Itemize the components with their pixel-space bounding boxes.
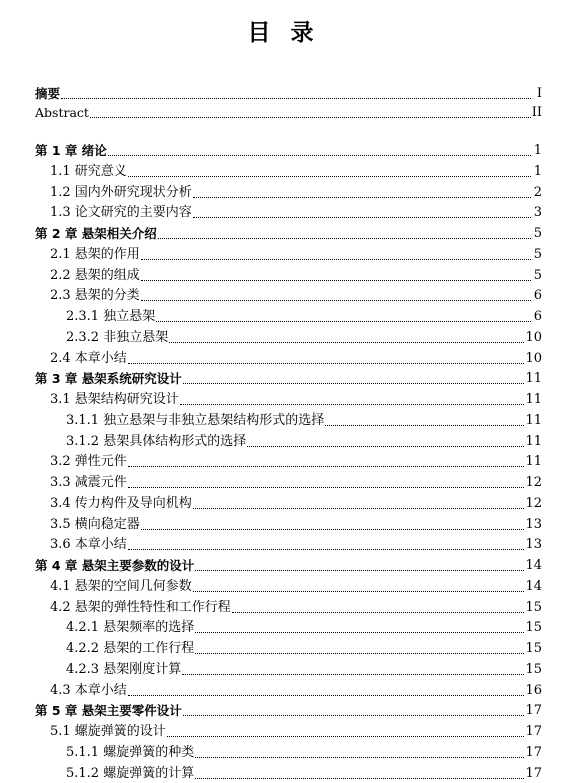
toc-entry[interactable] [50,533,542,553]
toc-entry-page: 14 [525,558,542,573]
dot-leader [128,362,525,364]
toc-entry-page: 5 [533,226,542,241]
toc-entry-page: 17 [525,744,542,760]
dot-leader [180,403,525,405]
toc-entry[interactable] [50,513,542,533]
toc-entry[interactable] [35,82,542,102]
toc-entry[interactable] [35,367,542,387]
dot-leader [169,341,524,343]
dot-leader [141,279,531,281]
dot-leader [141,299,531,301]
toc-entry[interactable] [50,388,542,408]
dot-leader [128,694,525,696]
toc-entry-label: 3.6 本章小结 [50,537,127,553]
dot-leader [128,486,525,488]
toc-entry-label: 3.4 传力构件及导向机构 [50,495,192,511]
toc-entry[interactable] [50,243,542,263]
toc-entry-page: 6 [533,288,542,304]
toc-entry[interactable] [35,139,542,159]
toc-entry[interactable] [35,222,542,242]
toc-entry-page: 13 [525,537,542,553]
dot-leader [195,631,524,633]
toc-entry-label: 1.1 研究意义 [50,163,127,179]
toc-entry-page: 5 [533,246,542,262]
toc-entry-label: 1.3 论文研究的主要内容 [50,205,192,221]
toc-entry[interactable] [50,284,542,304]
toc-entry-label: 摘要 [35,86,61,101]
toc-title: 目 录 [247,20,320,46]
toc-entry[interactable] [66,658,542,678]
toc-entry[interactable] [50,679,542,699]
toc-entry-label: 2.3 悬架的分类 [50,288,140,304]
toc-entry-label: 2.3.1 独立悬架 [66,309,156,324]
toc-entry-label: 5.1 螺旋弹簧的设计 [50,724,166,739]
toc-entry-page: 16 [525,682,542,698]
dot-leader [167,735,525,737]
toc-entry[interactable] [66,326,542,346]
toc-entry-label: 3.1 悬架结构研究设计 [50,392,179,407]
toc-entry[interactable] [50,347,542,367]
toc-entry[interactable] [50,160,542,180]
toc-entry-page: 17 [525,724,542,739]
toc-entry[interactable] [50,471,542,491]
toc-entry-label: 第 2 章 悬架相关介绍 [35,226,157,241]
toc-entry-label: 4.2.2 悬架的工作行程 [66,641,195,656]
toc-entry-page: 11 [525,412,542,428]
toc-entry-label: 2.2 悬架的组成 [50,267,140,283]
toc-entry-label: 第 3 章 悬架系统研究设计 [35,371,182,387]
toc-entry[interactable] [50,720,542,740]
toc-entry-label: 第 5 章 悬架主要零件设计 [35,703,182,719]
toc-entry[interactable] [66,762,542,782]
dot-leader [128,465,525,467]
toc-entry-label: 5.1.2 螺旋弹簧的计算 [66,765,195,781]
dot-leader [182,673,524,675]
toc-entry-page: 15 [525,599,542,615]
toc-entry-page: 12 [525,495,542,511]
dot-leader [195,652,524,654]
toc-entry[interactable] [50,492,542,512]
toc-entry[interactable] [50,450,542,470]
toc-entry[interactable] [66,616,542,636]
toc-entry-page: 14 [525,578,542,594]
toc-entry-label: 第 1 章 绪论 [35,143,107,158]
toc-entry-label: 5.1.1 螺旋弹簧的种类 [66,744,195,760]
dot-leader [156,320,531,322]
toc-entry-label: 2.1 悬架的作用 [50,246,140,262]
toc-entry-label: 3.1.1 独立悬架与非独立悬架结构形式的选择 [66,412,325,428]
dot-leader [195,777,524,779]
dot-leader [193,216,531,218]
toc-entry-label: 3.3 减震元件 [50,475,127,490]
toc-entry-page: 12 [525,475,542,490]
dot-leader [195,569,524,571]
toc-entry-label: 4.2.3 悬架刚度计算 [66,661,182,677]
toc-entry-page: 3 [533,205,542,221]
toc-entry-page: 15 [525,641,542,656]
toc-entry-label: 4.2.1 悬架频率的选择 [66,620,195,636]
dot-leader [141,528,525,530]
toc-entry-page: 11 [525,454,542,470]
dot-leader [61,97,531,99]
toc-entry-label: 4.3 本章小结 [50,682,127,698]
toc-entry-label: 2.3.2 非独立悬架 [66,329,169,345]
toc-entry-page: I [536,86,542,101]
dot-leader [193,590,525,592]
toc-entry-label: 2.4 本章小结 [50,350,127,366]
toc-entry[interactable] [35,101,542,121]
toc-entry-page: 10 [525,329,542,345]
toc-entry-page: 13 [525,516,542,532]
toc-entry-page: 17 [525,703,542,719]
dot-leader [183,714,525,716]
toc-entry-page: 11 [525,392,542,407]
dot-leader [195,756,524,758]
toc-entry-label: 4.1 悬架的空间几何参数 [50,578,192,594]
toc-entry-page: 10 [525,350,542,366]
dot-leader [108,154,531,156]
dot-leader [193,196,531,198]
toc-entry-label: 3.5 横向稳定器 [50,516,140,532]
toc-entry[interactable] [50,575,542,595]
dot-leader [128,175,531,177]
dot-leader [183,382,525,384]
dot-leader [158,237,531,239]
toc-entry[interactable] [66,637,542,657]
dot-leader [141,258,531,260]
toc-entry[interactable] [66,305,542,325]
dot-leader [325,424,524,426]
toc-entry-label: 1.2 国内外研究现状分析 [50,184,192,200]
toc-entry-page: 1 [533,143,542,158]
dot-leader [90,116,531,118]
dot-leader [193,507,525,509]
toc-entry-page: 15 [525,661,542,677]
toc-entry[interactable] [50,181,542,201]
toc-entry-label: Abstract [35,105,89,120]
toc-entry-label: 第 4 章 悬架主要参数的设计 [35,558,195,573]
toc-entry[interactable] [66,409,542,429]
dot-leader [128,548,525,550]
toc-entry-page: 17 [525,765,542,781]
toc-entry-label: 3.2 弹性元件 [50,454,127,470]
toc-entry-label: 3.1.2 悬架具体结构形式的选择 [66,433,247,449]
toc-entry-page: 5 [533,267,542,283]
toc-entry-page: 11 [525,371,542,387]
toc-entry-page: 15 [525,620,542,636]
dot-leader [232,611,525,613]
toc-entry-label: 4.2 悬架的弹性特性和工作行程 [50,599,231,615]
toc-entry-page: II [531,105,542,120]
toc-entry-page: 11 [525,433,542,449]
toc-entry[interactable] [66,741,542,761]
toc-entry-page: 6 [533,309,542,324]
dot-leader [247,445,524,447]
toc-entry[interactable] [50,201,542,221]
toc-entry[interactable] [50,596,542,616]
toc-entry[interactable] [50,264,542,284]
toc-entry[interactable] [35,554,542,574]
toc-entry-page: 1 [533,163,542,179]
toc-entry[interactable] [66,430,542,450]
toc-entry[interactable] [35,699,542,719]
toc-entry-page: 2 [533,184,542,200]
